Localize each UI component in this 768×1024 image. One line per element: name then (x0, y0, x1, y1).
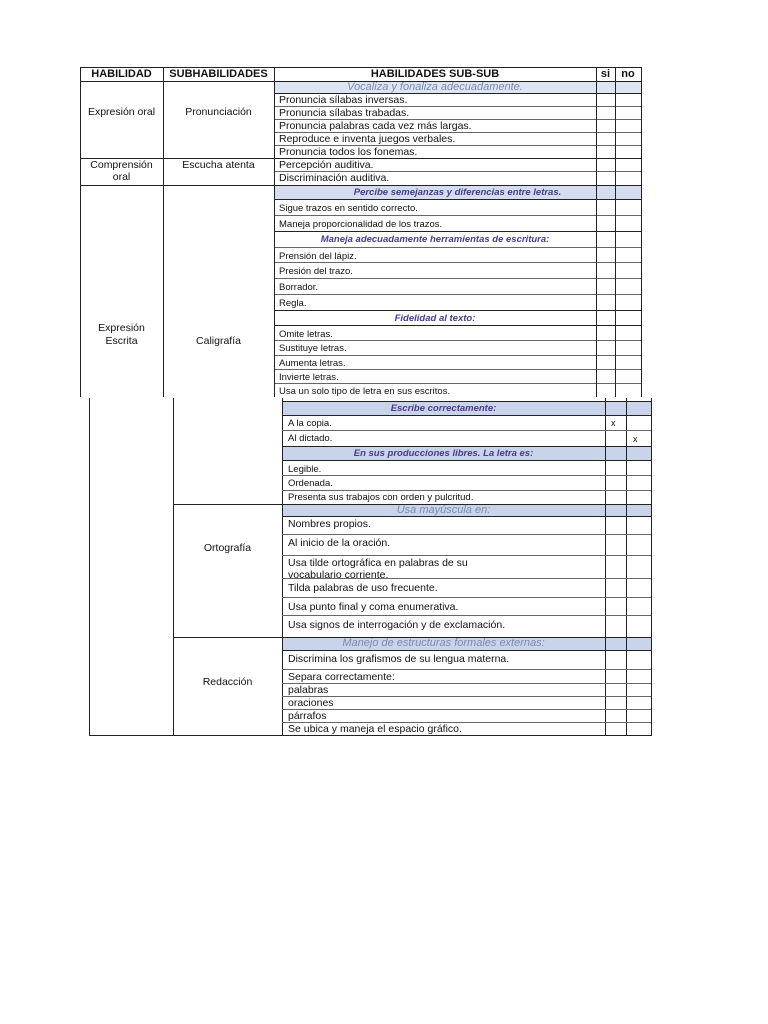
item-ordenada: Ordenada. (288, 478, 333, 489)
habilidad-expresion-escrita-line1: Expresión (98, 322, 145, 334)
item-legible: Legible. (288, 464, 322, 475)
subhabilidad-escucha-atenta: Escucha atenta (182, 159, 255, 171)
item-espacio-grafico: Se ubica y maneja el espacio gráfico. (288, 723, 462, 735)
item-proporcionalidad: Maneja proporcionalidad de los trazos. (279, 219, 443, 230)
item-punto-final: Usa punto final y coma enumerativa. (288, 601, 459, 613)
section-fidelidad: Fidelidad al texto: (394, 313, 476, 324)
col-header-subhabilidades: SUBHABILIDADES (169, 68, 268, 80)
item-inicio-oracion: Al inicio de la oración. (288, 537, 391, 549)
item-orden-pulcritud: Presenta sus trabajos con orden y pulcritud. (288, 492, 474, 503)
item-palabras: palabras (288, 684, 329, 696)
item-sustituye-letras: Sustituye letras. (279, 343, 347, 354)
col-header-si: si (600, 68, 611, 80)
section-mayuscula: Usa mayúscula en: (396, 504, 491, 516)
item-regla: Regla. (279, 298, 307, 309)
item-tilda-palabras: Tilda palabras de uso frecuente. (288, 582, 438, 594)
item-invierte-letras: Invierte letras. (279, 372, 339, 383)
col-header-habilidades-subsub: HABILIDADES SUB-SUB (370, 68, 500, 80)
subhabilidad-pronunciacion: Pronunciación (185, 106, 252, 118)
item-oraciones: oraciones (288, 697, 334, 709)
mark-no-dictado: x (633, 434, 638, 444)
subhabilidad-redaccion: Redacción (202, 676, 253, 688)
item-al-dictado: Al dictado. (288, 433, 333, 444)
item-vocabulario-corriente: vocabulario corriente. (288, 569, 389, 581)
item-tilde-ortografica: Usa tilde ortográfica en palabras de su (288, 557, 468, 569)
item-solo-tipo-letra: Usa un solo tipo de letra en sus escritos. (279, 386, 451, 397)
item-discriminacion-auditiva: Discriminación auditiva. (279, 172, 390, 184)
item-percepcion-auditiva: Percepción auditiva. (279, 159, 374, 171)
item-juegos-verbales: Reproduce e inventa juegos verbales. (279, 133, 456, 145)
item-prension-lapiz: Prensión del lápiz. (279, 251, 357, 262)
item-discrimina-grafismos: Discrimina los grafismos de su lengua materna. (288, 653, 510, 665)
item-aumenta-letras: Aumenta letras. (279, 358, 346, 369)
item-signos: Usa signos de interrogación y de exclamación. (288, 619, 506, 631)
section-vocaliza: Vocaliza y fonaliza adecuadamente. (347, 81, 523, 93)
subhabilidad-caligrafia: Caligrafía (196, 335, 241, 347)
item-nombres-propios: Nombres propios. (288, 518, 371, 530)
section-percibe: Percibe semejanzas y diferencias entre letras. (353, 187, 562, 198)
item-separa-correctamente: Separa correctamente: (288, 671, 395, 683)
item-borrador: Borrador. (279, 282, 319, 293)
item-silabas-trabadas: Pronuncia sílabas trabadas. (279, 107, 410, 119)
item-parrafos: párrafos (288, 710, 327, 722)
habilidad-expresion-oral: Expresión oral (87, 106, 156, 118)
section-producciones-libres: En sus producciones libres. La letra es: (353, 448, 534, 459)
mark-si-copia: x (611, 418, 616, 428)
item-a-la-copia: A la copia. (288, 418, 332, 429)
col-header-no: no (621, 68, 635, 80)
item-omite-letras: Omite letras. (279, 329, 333, 340)
item-silabas-inversas: Pronuncia sílabas inversas. (279, 94, 408, 106)
col-header-habilidad: HABILIDAD (91, 68, 152, 80)
section-herramientas: Maneja adecuadamente herramientas de escritura: (320, 234, 550, 245)
habilidad-expresion-escrita-line2: Escrita (105, 335, 138, 347)
section-estructuras-formales: Manejo de estructuras formales externas: (342, 637, 545, 649)
item-presion-trazo: Presión del trazo. (279, 266, 353, 277)
habilidad-comprension-oral-line2: oral (112, 171, 131, 183)
item-sigue-trazos: Sigue trazos en sentido correcto. (279, 203, 418, 214)
item-palabras-largas: Pronuncia palabras cada vez más largas. (279, 120, 472, 132)
section-escribe-correctamente: Escribe correctamente: (390, 403, 497, 414)
item-fonemas: Pronuncia todos los fonemas. (279, 146, 418, 158)
subhabilidad-ortografia: Ortografía (203, 542, 252, 554)
habilidad-comprension-oral-line1: Comprensión (90, 159, 153, 171)
